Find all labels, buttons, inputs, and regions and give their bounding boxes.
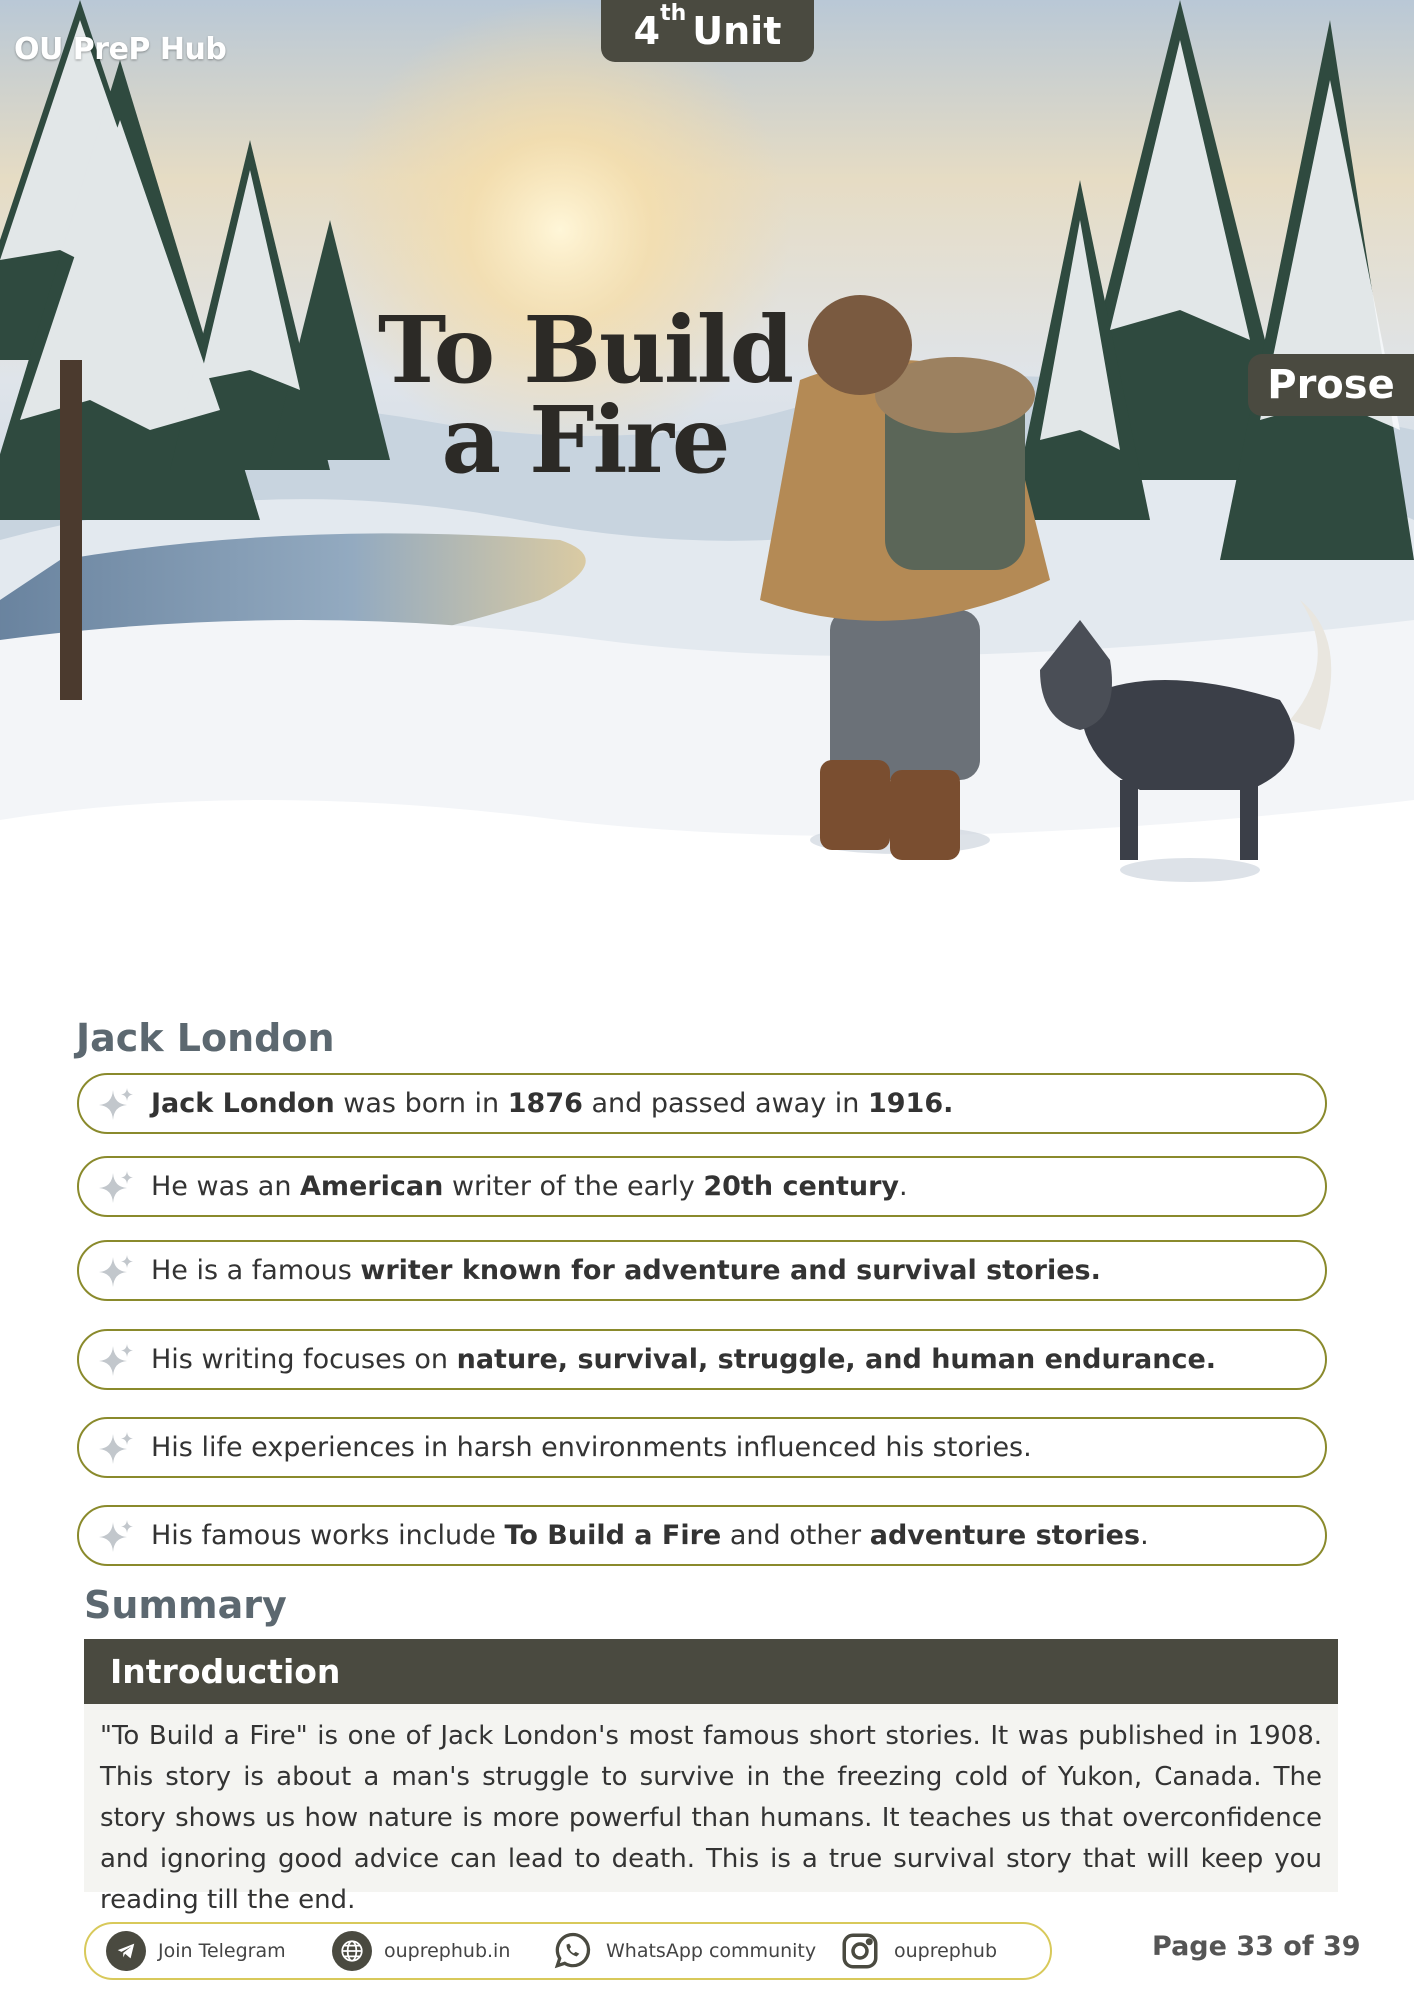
website-link[interactable] (332, 1931, 510, 1971)
author-fact-text: His famous works include To Build a Fire and other adventure stories. (151, 1520, 1149, 1551)
telegram-link[interactable] (106, 1931, 286, 1971)
story-title (360, 296, 810, 494)
instagram-icon (838, 1929, 882, 1973)
whatsapp-label: WhatsApp community (606, 1940, 817, 1962)
page-number: Page 33 of 39 (1152, 1931, 1361, 1962)
telegram-label: Join Telegram (158, 1940, 286, 1962)
brand-logo: OU PreP Hub (14, 32, 227, 67)
unit-number: 4th (633, 1, 687, 53)
author-fact-item (77, 1417, 1327, 1478)
author-fact-text: He is a famous writer known for adventure and survival stories. (151, 1255, 1101, 1286)
telegram-icon (106, 1931, 146, 1971)
author-heading: Jack London (76, 1016, 335, 1060)
whatsapp-link[interactable] (550, 1929, 816, 1973)
summary-heading: Summary (84, 1583, 287, 1627)
author-fact-item (77, 1329, 1327, 1390)
introduction-text: "To Build a Fire" is one of Jack London's most famous short stories. It was published in 1908. This story is about a man's struggle to survive in the freezing cold of Yukon, Canada. The story shows us how nature is more powerful than humans. It teaches us that overconfidence and ignoring good advice can lead to death. This is a true survival story that will keep you reading till the end. (84, 1704, 1338, 1892)
introduction-header: Introduction (84, 1639, 1338, 1704)
author-fact-item (77, 1156, 1327, 1217)
whatsapp-icon (550, 1929, 594, 1973)
sparkle-icon (97, 1251, 137, 1291)
instagram-label: ouprephub (894, 1940, 998, 1962)
author-fact-text: He was an American writer of the early 20th century. (151, 1171, 908, 1202)
sparkle-icon (97, 1428, 137, 1468)
sparkle-icon (97, 1167, 137, 1207)
genre-badge: Prose (1248, 354, 1414, 416)
author-fact-item (77, 1073, 1327, 1134)
website-label: ouprephub.in (384, 1940, 511, 1962)
author-fact-item (77, 1505, 1327, 1566)
unit-label: Unit (692, 9, 782, 53)
author-fact-item (77, 1240, 1327, 1301)
sparkle-icon (97, 1084, 137, 1124)
instagram-link[interactable] (838, 1929, 997, 1973)
author-fact-text: His life experiences in harsh environments influenced his stories. (151, 1432, 1032, 1463)
social-links-bar (84, 1922, 1052, 1980)
sparkle-icon (97, 1516, 137, 1556)
author-fact-text: His writing focuses on nature, survival, struggle, and human endurance. (151, 1344, 1217, 1375)
globe-icon (332, 1931, 372, 1971)
story-title-line1: To Build (377, 296, 793, 404)
sparkle-icon (97, 1340, 137, 1380)
story-title-line2: a Fire (441, 386, 729, 494)
unit-badge (601, 0, 814, 62)
author-fact-text: Jack London was born in 1876 and passed away in 1916. (151, 1088, 954, 1119)
